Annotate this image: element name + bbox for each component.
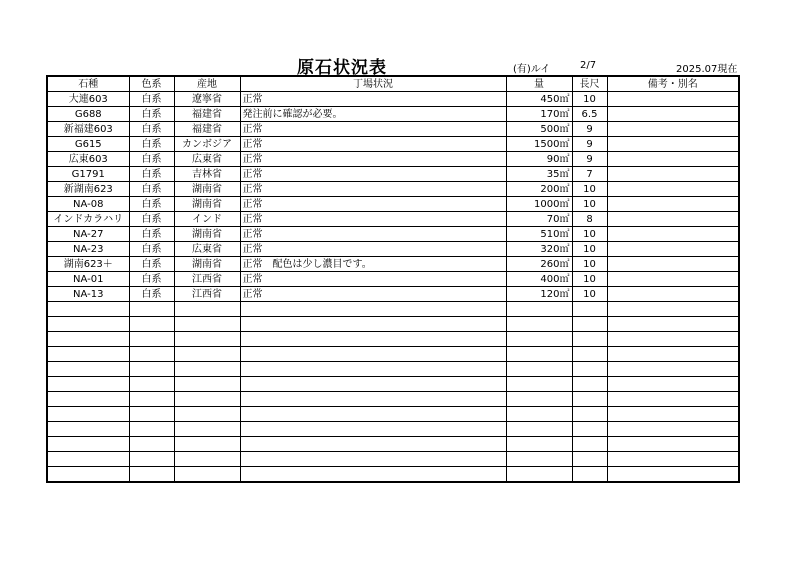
cell-status: 正常 [240,122,506,137]
cell-color: 白系 [129,152,174,167]
cell-name [47,332,129,347]
cell-color: 白系 [129,122,174,137]
cell-length [572,467,607,483]
empty-row [47,362,739,377]
cell-length: 10 [572,242,607,257]
col-color: 色系 [129,76,174,92]
cell-qty [506,452,572,467]
cell-qty: 1000㎡ [506,197,572,212]
cell-status [240,332,506,347]
cell-note [607,362,739,377]
cell-name: G688 [47,107,129,122]
page-number: 2/7 [580,60,597,71]
cell-color [129,347,174,362]
empty-row [47,467,739,483]
cell-color [129,422,174,437]
cell-qty [506,317,572,332]
cell-qty: 500㎡ [506,122,572,137]
cell-note [607,212,739,227]
cell-length [572,332,607,347]
cell-length [572,317,607,332]
cell-note [607,377,739,392]
cell-name: 新湖南623 [47,182,129,197]
cell-qty: 400㎡ [506,272,572,287]
cell-name [47,467,129,483]
cell-origin [174,317,240,332]
cell-note [607,287,739,302]
cell-note [607,437,739,452]
empty-row [47,437,739,452]
cell-length: 10 [572,197,607,212]
cell-note [607,182,739,197]
cell-length: 10 [572,257,607,272]
cell-origin: インド [174,212,240,227]
cell-name: 大連603 [47,92,129,107]
cell-color [129,437,174,452]
empty-row [47,452,739,467]
table-row [47,167,739,182]
cell-qty: 260㎡ [506,257,572,272]
cell-note [607,122,739,137]
cell-origin [174,437,240,452]
cell-color [129,392,174,407]
cell-color: 白系 [129,92,174,107]
cell-qty: 510㎡ [506,227,572,242]
cell-length: 10 [572,287,607,302]
cell-note [607,422,739,437]
cell-qty: 320㎡ [506,242,572,257]
cell-name: 広東603 [47,152,129,167]
cell-color [129,467,174,483]
cell-status [240,362,506,377]
cell-note [607,92,739,107]
cell-origin: 広東省 [174,242,240,257]
cell-length [572,422,607,437]
cell-name: G1791 [47,167,129,182]
col-stone-type: 石種 [47,76,129,92]
col-quantity: 量 [506,76,572,92]
cell-color: 白系 [129,242,174,257]
cell-status [240,452,506,467]
cell-color: 白系 [129,137,174,152]
cell-length: 6.5 [572,107,607,122]
cell-color: 白系 [129,257,174,272]
cell-note [607,467,739,483]
cell-status [240,467,506,483]
cell-qty: 1500㎡ [506,137,572,152]
cell-origin [174,332,240,347]
cell-name: NA-27 [47,227,129,242]
cell-origin: 湖南省 [174,197,240,212]
cell-length [572,362,607,377]
cell-origin [174,377,240,392]
col-origin: 産地 [174,76,240,92]
cell-status: 正常 [240,227,506,242]
cell-note [607,407,739,422]
cell-color: 白系 [129,227,174,242]
cell-origin: 福建省 [174,122,240,137]
cell-status [240,377,506,392]
header-row [47,76,739,92]
cell-name [47,377,129,392]
cell-name: インドカラハリ [47,212,129,227]
cell-note [607,152,739,167]
cell-name [47,452,129,467]
table-row [47,227,739,242]
cell-length: 7 [572,167,607,182]
cell-note [607,272,739,287]
cell-status: 正常 [240,137,506,152]
cell-status [240,437,506,452]
table-row [47,152,739,167]
cell-length [572,377,607,392]
cell-length [572,347,607,362]
cell-qty [506,407,572,422]
empty-row [47,422,739,437]
table-row [47,137,739,152]
cell-note [607,197,739,212]
cell-origin: 江西省 [174,272,240,287]
cell-name: NA-13 [47,287,129,302]
cell-name: G615 [47,137,129,152]
cell-status [240,347,506,362]
cell-qty: 170㎡ [506,107,572,122]
cell-qty [506,467,572,483]
empty-row [47,332,739,347]
cell-note [607,302,739,317]
cell-color: 白系 [129,272,174,287]
cell-origin: 江西省 [174,287,240,302]
cell-color: 白系 [129,107,174,122]
cell-status [240,317,506,332]
cell-qty: 35㎡ [506,167,572,182]
cell-qty [506,377,572,392]
cell-note [607,257,739,272]
cell-origin [174,422,240,437]
cell-origin: 湖南省 [174,257,240,272]
cell-note [607,107,739,122]
cell-length: 10 [572,227,607,242]
table-row [47,287,739,302]
cell-origin: 湖南省 [174,182,240,197]
empty-row [47,317,739,332]
cell-status [240,407,506,422]
table-row [47,182,739,197]
cell-note [607,392,739,407]
cell-name [47,362,129,377]
cell-color [129,317,174,332]
empty-row [47,347,739,362]
cell-origin [174,392,240,407]
cell-note [607,332,739,347]
cell-note [607,347,739,362]
table-row [47,107,739,122]
cell-length [572,407,607,422]
cell-length [572,452,607,467]
cell-length: 10 [572,272,607,287]
empty-row [47,407,739,422]
empty-row [47,392,739,407]
cell-qty: 450㎡ [506,92,572,107]
cell-status [240,422,506,437]
cell-length: 8 [572,212,607,227]
as-of-date: 2025.07現在 [676,64,738,75]
cell-color [129,362,174,377]
cell-color: 白系 [129,287,174,302]
cell-name [47,302,129,317]
cell-status [240,302,506,317]
col-quarry-status: 丁場状況 [240,76,506,92]
table-row [47,257,739,272]
cell-note [607,167,739,182]
cell-name: 湖南623＋ [47,257,129,272]
cell-note [607,137,739,152]
cell-origin [174,362,240,377]
cell-name [47,437,129,452]
table-row [47,242,739,257]
cell-origin [174,467,240,483]
cell-status: 正常 [240,167,506,182]
cell-name: NA-23 [47,242,129,257]
cell-qty: 200㎡ [506,182,572,197]
company-name: (有)ルイ [513,64,551,75]
cell-name [47,407,129,422]
cell-origin [174,347,240,362]
cell-status: 正常 [240,92,506,107]
cell-status [240,392,506,407]
cell-status: 正常 [240,242,506,257]
cell-origin: 湖南省 [174,227,240,242]
empty-row [47,302,739,317]
cell-name: NA-08 [47,197,129,212]
cell-status: 正常 [240,287,506,302]
cell-length: 9 [572,152,607,167]
cell-status: 正常 [240,212,506,227]
cell-qty [506,392,572,407]
col-notes: 備考・別名 [607,76,739,92]
cell-origin: 福建省 [174,107,240,122]
cell-length: 10 [572,92,607,107]
cell-name [47,317,129,332]
table-row [47,197,739,212]
cell-status: 正常 [240,152,506,167]
cell-length [572,302,607,317]
cell-qty [506,437,572,452]
cell-note [607,242,739,257]
cell-qty [506,302,572,317]
table-row [47,92,739,107]
cell-qty: 120㎡ [506,287,572,302]
cell-status: 発注前に確認が必要。 [240,107,506,122]
cell-name: NA-01 [47,272,129,287]
cell-origin: 遼寧省 [174,92,240,107]
cell-color: 白系 [129,212,174,227]
cell-status: 正常 配色は少し濃目です。 [240,257,506,272]
cell-length [572,392,607,407]
cell-color: 白系 [129,167,174,182]
cell-length: 9 [572,122,607,137]
col-length: 長尺 [572,76,607,92]
cell-origin [174,407,240,422]
cell-color [129,377,174,392]
cell-origin [174,302,240,317]
cell-name [47,347,129,362]
cell-qty [506,332,572,347]
page-title: 原石状況表 [297,58,387,78]
cell-qty: 90㎡ [506,152,572,167]
cell-length [572,437,607,452]
table-row [47,122,739,137]
cell-qty: 70㎡ [506,212,572,227]
cell-qty [506,347,572,362]
cell-color [129,302,174,317]
cell-note [607,452,739,467]
cell-name: 新福建603 [47,122,129,137]
cell-status: 正常 [240,197,506,212]
table-row [47,212,739,227]
cell-origin: 吉林省 [174,167,240,182]
cell-color: 白系 [129,182,174,197]
cell-length: 9 [572,137,607,152]
table-row [47,272,739,287]
cell-length: 10 [572,182,607,197]
cell-origin: カンボジア [174,137,240,152]
cell-origin [174,452,240,467]
cell-name [47,422,129,437]
empty-row [47,377,739,392]
cell-color: 白系 [129,197,174,212]
cell-note [607,317,739,332]
cell-color [129,452,174,467]
cell-qty [506,422,572,437]
cell-color [129,332,174,347]
cell-note [607,227,739,242]
stone-status-table [46,75,740,483]
cell-origin: 広東省 [174,152,240,167]
cell-status: 正常 [240,182,506,197]
cell-status: 正常 [240,272,506,287]
cell-color [129,407,174,422]
cell-name [47,392,129,407]
cell-qty [506,362,572,377]
